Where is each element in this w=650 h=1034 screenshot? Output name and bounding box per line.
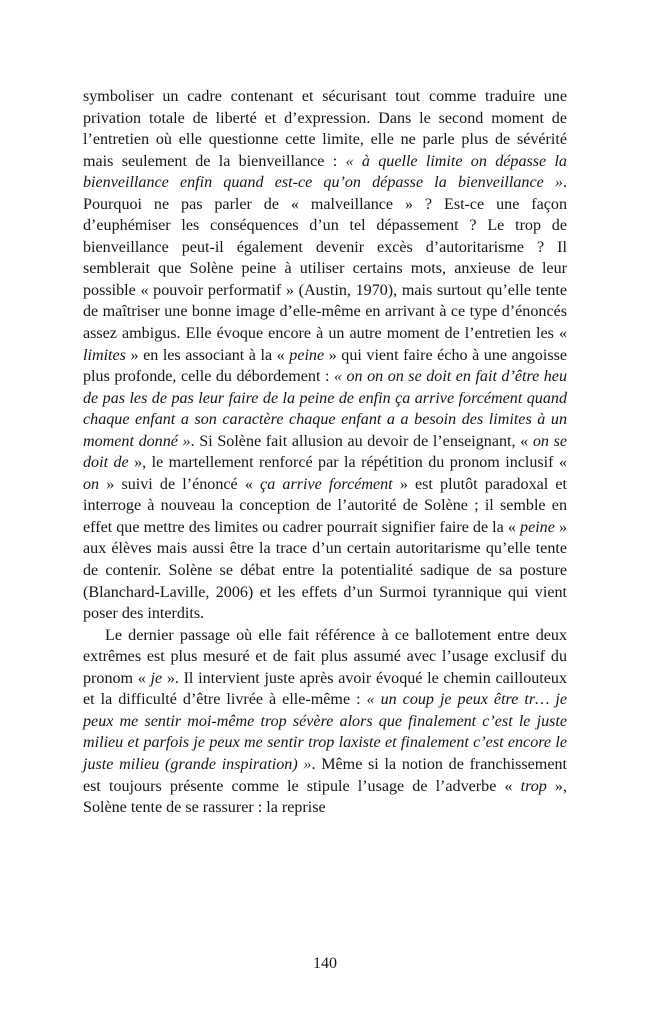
italic-quote: peine [520, 518, 555, 536]
italic-quote: peine [289, 346, 325, 364]
italic-quote: trop [520, 777, 547, 795]
italic-quote: on se doit de [83, 432, 567, 472]
paragraph-2: Le dernier passage où elle fait référence à ce ballotement entre deux extrêmes est plus mesuré et de fait plus assumé avec l’usage exclusif du pronom « je ». Il intervient juste après avoir évoqué le chemin caillouteux et la difficulté d’être livrée à elle-même : « un coup je peux être tr… je peux me sentir moi-même trop sévère alors que finalement c’est le juste milieu et parfois je peux me sentir trop laxiste et finalement c’est encore le juste milieu (grande inspiration) ». Même si la notion de franchissement est toujours présente comme le stipule l’usage de l’adverbe « trop », Solène tente de se rassurer : la reprise [83, 626, 567, 817]
paragraph-1: symboliser un cadre contenant et sécurisant tout comme traduire une privation totale de liberté et d’expression. Dans le second moment de l’entretien où elle questionne cette limite, elle ne parle plus de sévérité mais seulement de la bienveillance : « à quelle limite on dépasse la bienveillance enfin quand est-ce qu’on dépasse la bienveillance ». Pourquoi ne pas parler de « malveillance » ? Est-ce une façon d’euphémiser les conséquences d’un tel dépassement ? Le trop de bienveillance peut-il également devenir excès d’autoritarisme ? Il semblerait que Solène peine à utiliser certains mots, anxieuse de leur possible « pouvoir performatif » (Austin, 1970), mais surtout qu’elle tente de maîtriser une bonne image d’elle-même en arrivant à ce type d’énoncés assez ambigus. Elle évoque encore à un autre moment de l’entretien les « limites » en les associant à la « peine » qui vient faire écho à une angoisse plus profonde, celle du débordement : « on on on se doit en fait d’être heu de pas les de pas leur faire de la peine de enfin ça arrive forcément quand chaque enfant a son caractère chaque enfant a a besoin des limites à un moment donné ». Si Solène fait allusion au devoir de l’enseignant, « on se doit de », le martellement renforcé par la répétition du pronom inclusif « on » suivi de l’énoncé « ça arrive forcément » est plutôt paradoxal et interroge à nouveau la conception de l’autorité de Solène ; il semble en effet que mettre des limites ou cadrer pourrait signifier faire de la « peine » aux élèves mais aussi être la trace d’un certain autoritarisme qu’elle tente de contenir. Solène se débat entre la potentialité sadique de sa posture (Blanchard-Laville, 2006) et les effets d’un Surmoi tyrannique qui vient poser des interdits. [83, 88, 568, 623]
body-text [83, 86, 567, 819]
italic-quote: « à quelle limite on dépasse la bienveillance enfin quand est-ce qu’on dépasse la bienveillance » [83, 152, 567, 192]
italic-quote: ça arrive forcément [260, 475, 393, 493]
italic-quote: on [83, 475, 100, 493]
italic-quote: limites [83, 346, 126, 364]
italic-quote: « un coup je peux être tr… je peux me sentir moi-même trop sévère alors que finalement c’est le juste milieu et parfois je peux me sentir trop laxiste et finalement c’est encore le juste milieu (grande inspiration) » [83, 691, 567, 773]
italic-quote: « on on on se doit en fait d’être heu de pas les de pas leur faire de la peine de enfin ça arrive forcément quand chaque enfant a son caractère chaque enfant a a besoin des limites à un moment donné » [83, 368, 568, 450]
italic-quote: je [150, 669, 163, 687]
page-number: 140 [313, 955, 337, 972]
